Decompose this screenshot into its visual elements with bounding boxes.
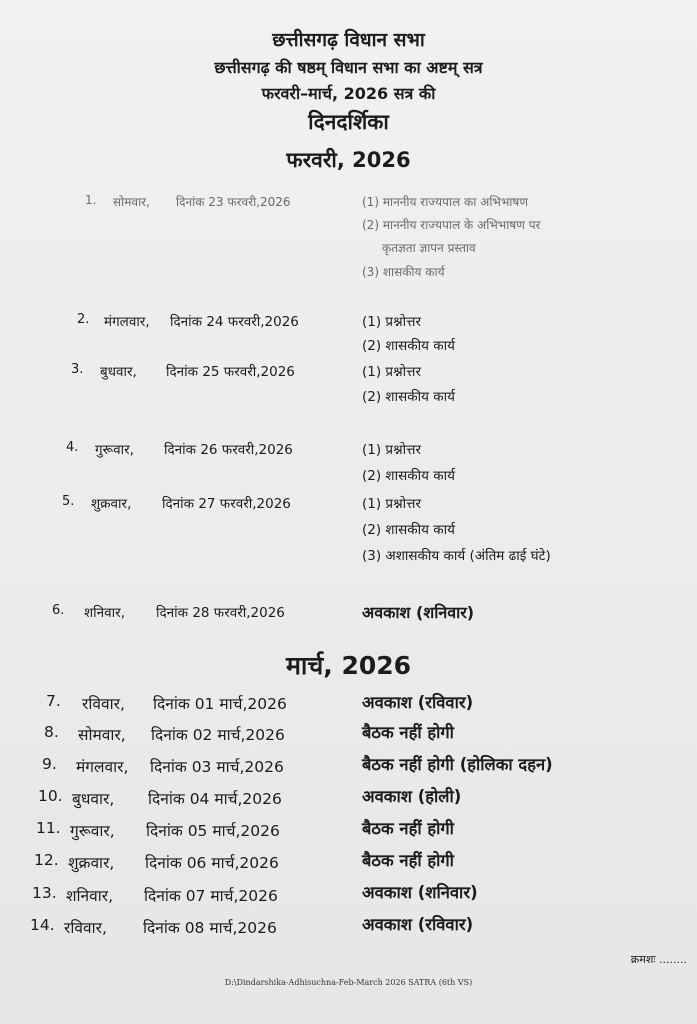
row-date: दिनांक 08 मार्च,2026 (143, 919, 277, 937)
continued-note: क्रमशः ........ (630, 953, 687, 966)
march-heading: मार्च, 2026 (285, 651, 412, 680)
row-date: दिनांक 05 मार्च,2026 (146, 822, 280, 840)
row-number: 3. (71, 362, 84, 377)
agenda-item: अवकाश (रविवार) (362, 915, 474, 934)
row-day: सोमवार, (113, 195, 150, 209)
agenda-item: कृतज्ञता ज्ञापन प्रस्ताव (382, 241, 476, 255)
agenda-item: (2) शासकीय कार्य (362, 522, 455, 538)
agenda-item: (1) प्रश्नोत्तर (362, 496, 421, 512)
row-number: 2. (77, 312, 90, 327)
row-date: दिनांक 03 मार्च,2026 (150, 758, 284, 776)
row-day: गुरूवार, (95, 442, 134, 458)
row-number: 5. (62, 494, 75, 509)
row-day: रविवार, (82, 695, 125, 713)
row-day: शुक्रवार, (91, 496, 132, 512)
row-date: दिनांक 23 फरवरी,2026 (176, 195, 291, 209)
row-number: 11. (36, 819, 61, 837)
agenda-item: (2) शासकीय कार्य (362, 468, 455, 484)
row-day: बुधवार, (100, 364, 137, 380)
row-number: 1. (85, 193, 97, 207)
row-date: दिनांक 24 फरवरी,2026 (170, 314, 299, 330)
row-date: दिनांक 27 फरवरी,2026 (162, 496, 291, 512)
row-day: रविवार, (64, 919, 107, 937)
row-date: दिनांक 26 फरवरी,2026 (164, 442, 293, 458)
february-heading: फरवरी, 2026 (286, 148, 411, 172)
agenda-item: (1) प्रश्नोत्तर (362, 314, 421, 330)
agenda-item: बैठक नहीं होगी (होलिका दहन) (362, 755, 553, 774)
agenda-item: बैठक नहीं होगी (362, 723, 454, 742)
row-date: दिनांक 25 फरवरी,2026 (166, 364, 295, 380)
agenda-item: (2) शासकीय कार्य (362, 389, 455, 405)
row-day: शनिवार, (66, 887, 114, 905)
row-day: शनिवार, (84, 605, 125, 621)
row-day: शुक्रवार, (68, 854, 115, 872)
agenda-item: (2) माननीय राज्यपाल के अभिभाषण पर (362, 218, 541, 232)
row-number: 13. (32, 884, 57, 902)
row-date: दिनांक 06 मार्च,2026 (145, 854, 279, 872)
row-number: 14. (30, 916, 55, 934)
row-day: मंगलवार, (104, 314, 150, 330)
row-date: दिनांक 02 मार्च,2026 (151, 726, 285, 744)
agenda-item: अवकाश (रविवार) (362, 693, 474, 712)
row-day: सोमवार, (78, 726, 126, 744)
agenda-item: अवकाश (शनिवार) (362, 603, 475, 622)
agenda-item: (3) अशासकीय कार्य (अंतिम ढाई घंटे) (362, 548, 551, 564)
row-number: 9. (42, 755, 57, 773)
row-day: बुधवार, (72, 790, 115, 808)
session-title: छत्तीसगढ़ की षष्ठम् विधान सभा का अष्टम् सत्र (214, 58, 483, 77)
row-number: 7. (46, 692, 61, 710)
row-day: मंगलवार, (76, 758, 129, 776)
row-date: दिनांक 07 मार्च,2026 (144, 887, 278, 905)
row-number: 12. (34, 851, 59, 869)
agenda-item: (2) शासकीय कार्य (362, 338, 455, 354)
agenda-item: अवकाश (शनिवार) (362, 883, 478, 902)
row-date: दिनांक 04 मार्च,2026 (148, 790, 282, 808)
session-period: फरवरी–मार्च, 2026 सत्र की (261, 84, 436, 103)
agenda-item: (3) शासकीय कार्य (362, 265, 445, 279)
row-date: दिनांक 28 फरवरी,2026 (156, 605, 285, 621)
row-day: गुरूवार, (70, 822, 115, 840)
row-number: 8. (44, 723, 59, 741)
row-number: 10. (38, 787, 63, 805)
agenda-item: बैठक नहीं होगी (362, 851, 454, 870)
row-number: 4. (66, 440, 79, 455)
agenda-item: अवकाश (होली) (362, 787, 462, 806)
assembly-name: छत्तीसगढ़ विधान सभा (272, 29, 425, 51)
row-number: 6. (52, 603, 65, 618)
document-title: दिनदर्शिका (308, 110, 389, 134)
agenda-item: बैठक नहीं होगी (362, 819, 454, 838)
agenda-item: (1) प्रश्नोत्तर (362, 442, 421, 458)
row-date: दिनांक 01 मार्च,2026 (153, 695, 287, 713)
agenda-item: (1) प्रश्नोत्तर (362, 364, 421, 380)
file-path-footer: D:\Dindarshika-Adhisuchna-Feb-March 2026 SATRA (6th VS) (224, 978, 473, 987)
agenda-item: (1) माननीय राज्यपाल का अभिभाषण (362, 195, 529, 209)
